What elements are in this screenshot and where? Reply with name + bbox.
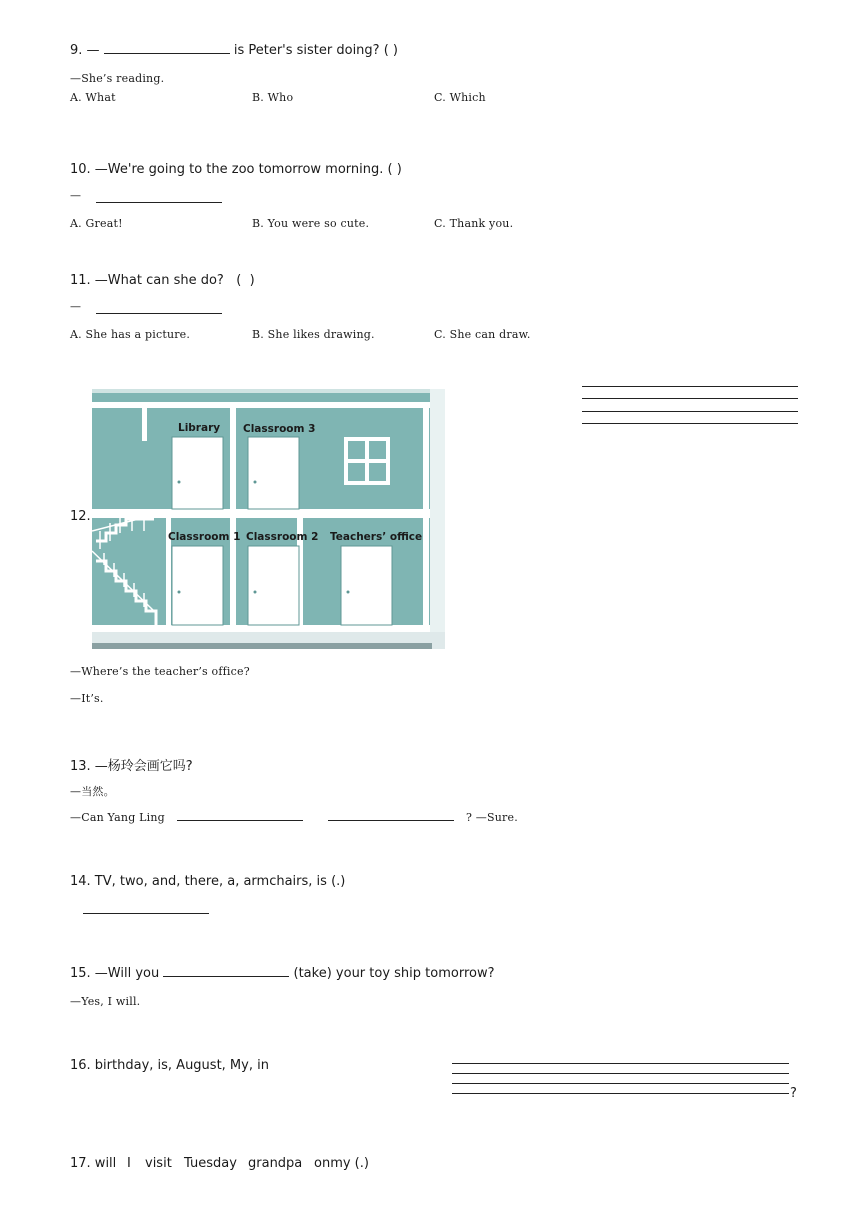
q11-option-a[interactable]: A. She has a picture. xyxy=(70,328,191,341)
q11-option-c[interactable]: C. She can draw. xyxy=(434,328,531,341)
q17-word-5: grandpa xyxy=(248,1156,303,1171)
q16-answer-line-3[interactable] xyxy=(452,1083,789,1084)
q12-question: —Where’s the teacher’s office? xyxy=(70,665,250,678)
q11-reply-dash: — xyxy=(70,300,82,313)
q9-option-b[interactable]: B. Who xyxy=(252,91,294,104)
q12-answer-line-3[interactable] xyxy=(582,411,798,412)
q15-answer-blank[interactable] xyxy=(163,976,289,977)
q10-answer-blank[interactable] xyxy=(96,202,222,203)
school-building-picture xyxy=(92,381,445,649)
q16-answer-line-1[interactable] xyxy=(452,1063,789,1064)
room-label-classroom-2: Classroom 2 xyxy=(246,531,319,543)
q13-blank-1[interactable] xyxy=(177,820,303,821)
q10-option-a[interactable]: A. Great! xyxy=(70,217,123,230)
q9-stem: 9. — is Peter's sister doing? ( ) xyxy=(70,43,398,58)
q14-answer-blank[interactable] xyxy=(83,913,209,914)
q13-prompt: —Can Yang Ling ? —Sure. xyxy=(70,811,518,824)
q9-reply: —She’s reading. xyxy=(70,72,165,85)
q17-word-4: Tuesday xyxy=(184,1156,237,1171)
q10-stem: 10. —We're going to the zoo tomorrow morning. ( ) xyxy=(70,162,402,177)
school-building-svg xyxy=(92,381,445,649)
q14-stem: 14. TV, two, and, there, a, armchairs, is (.) xyxy=(70,874,346,889)
room-label-classroom-3: Classroom 3 xyxy=(243,423,316,435)
q17-word-3: visit xyxy=(145,1156,172,1171)
room-label-library: Library xyxy=(178,422,221,434)
q15-reply: —Yes, I will. xyxy=(70,995,141,1008)
q9-option-c[interactable]: C. Which xyxy=(434,91,486,104)
q12-answer: —It’s. xyxy=(70,692,104,705)
q16-answer-line-4[interactable] xyxy=(452,1093,789,1094)
q17-word-2: I xyxy=(127,1156,131,1171)
q11-option-b[interactable]: B. She likes drawing. xyxy=(252,328,375,341)
q16-answer-line-2[interactable] xyxy=(452,1073,789,1074)
q13-stem: 13. —杨玲会画它吗? xyxy=(70,759,193,774)
q13-blank-2[interactable] xyxy=(328,820,454,821)
q9-answer-blank[interactable] xyxy=(104,53,230,54)
q12-number: 12. xyxy=(70,509,91,524)
q12-answer-line-2[interactable] xyxy=(582,398,798,399)
q15-stem: 15. —Will you (take) your toy ship tomorrow? xyxy=(70,966,495,981)
q17-word-1: 17. will xyxy=(70,1156,117,1171)
q16-question-mark: ? xyxy=(790,1086,797,1101)
q10-option-c[interactable]: C. Thank you. xyxy=(434,217,514,230)
room-label-teachers-office: Teachers’ office xyxy=(330,531,423,543)
q17-word-6: onmy (.) xyxy=(314,1156,369,1171)
q12-answer-line-1[interactable] xyxy=(582,386,798,387)
q9-option-a[interactable]: A. What xyxy=(70,91,116,104)
q10-reply-dash: — xyxy=(70,189,82,202)
q11-stem: 11. —What can she do? ( ) xyxy=(70,273,255,288)
room-label-classroom-1: Classroom 1 xyxy=(168,531,241,543)
q12-answer-line-4[interactable] xyxy=(582,423,798,424)
q13-reply: —当然。 xyxy=(70,785,115,798)
q16-stem: 16. birthday, is, August, My, in xyxy=(70,1058,269,1073)
q10-option-b[interactable]: B. You were so cute. xyxy=(252,217,370,230)
q11-answer-blank[interactable] xyxy=(96,313,222,314)
